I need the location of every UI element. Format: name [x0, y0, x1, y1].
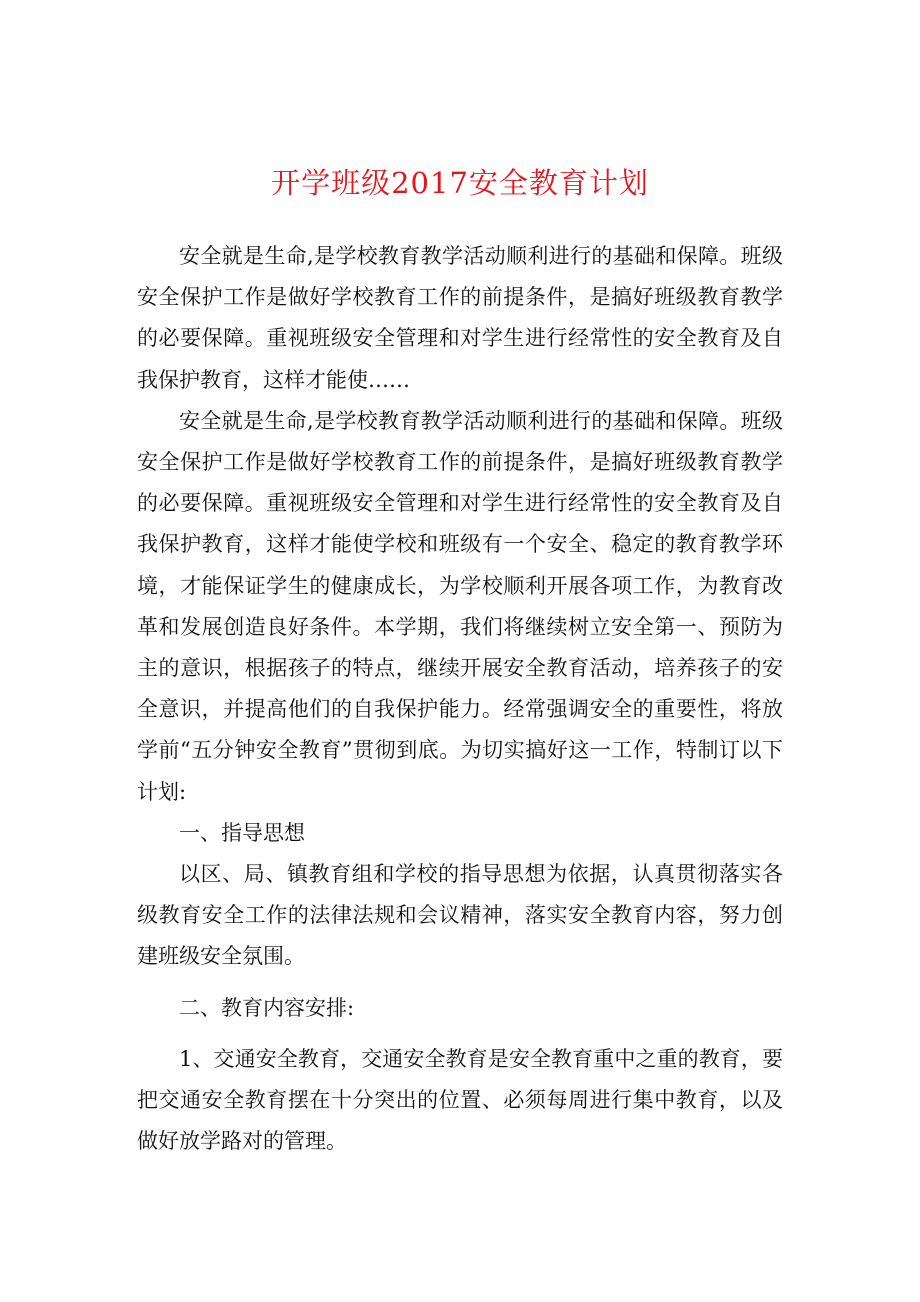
section-heading-guiding-ideology: 一、指导思想	[179, 820, 305, 845]
document-title: 开学班级2017安全教育计划	[271, 166, 649, 200]
main-paragraph: 安全就是生命,是学校教育教学活动顺利进行的基础和保障。班级安全保护工作是做好学校教育工作的前提条件，是搞好班级教育教学的必要保障。重视班级安全管理和对学生进行经常性的安全教育及自我保护教育，这样才能使学校和班级有一个安全、稳定的教育教学环境，才能保证学生的健康成长，为学校顺利开展各项工作，为教育改革和发展创造良好条件。本学期，我们将继续树立安全第一、预防为主的意识，根据孩子的特点，继续开展安全教育活动，培养孩子的安全意识，并提高他们的自我保护能力。经常强调安全的重要性，将放学前“五分钟安全教育”贯彻到底。为切实搞好这一工作，特制订以下计划:	[137, 408, 783, 804]
section-heading-content-arrangement: 二、教育内容安排:	[179, 995, 355, 1020]
traffic-safety-paragraph: 1、交通安全教育，交通安全教育是安全教育重中之重的教育，要把交通安全教育摆在十分突出的位置、必须每周进行集中教育，以及做好放学路对的管理。	[137, 1046, 783, 1154]
document-body	[137, 236, 783, 1162]
intro-paragraph: 安全就是生命,是学校教育教学活动顺利进行的基础和保障。班级安全保护工作是做好学校教育工作的前提条件，是搞好班级教育教学的必要保障。重视班级安全管理和对学生进行经常性的安全教育及自我保护教育，这样才能使……	[137, 244, 783, 392]
guiding-ideology-paragraph: 以区、局、镇教育组和学校的指导思想为依据，认真贯彻落实各级教育安全工作的法律法规和会议精神，落实安全教育内容，努力创建班级安全氛围。	[137, 862, 783, 969]
